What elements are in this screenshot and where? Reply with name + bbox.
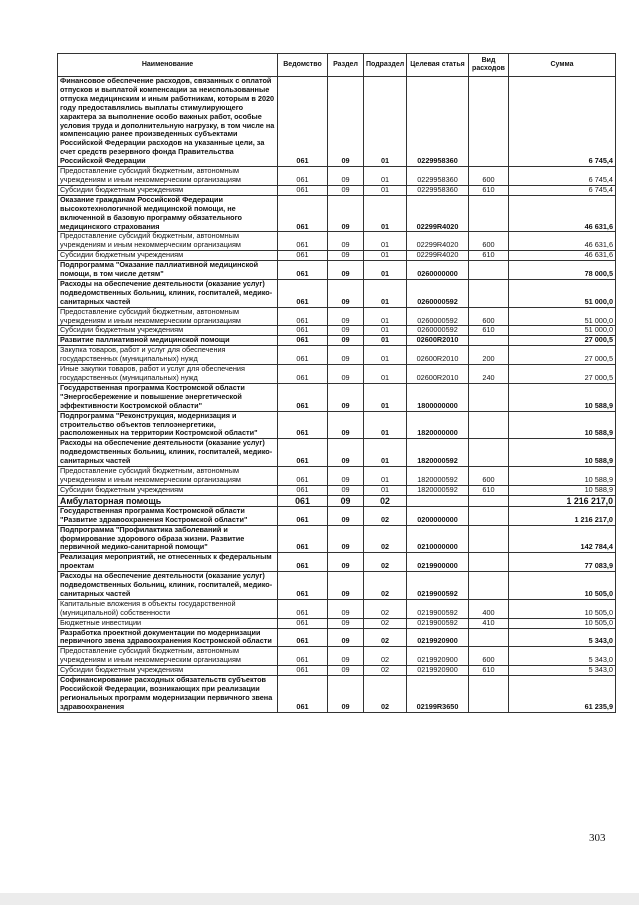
row-target-article: 0260000592 (407, 307, 469, 326)
row-department: 061 (278, 485, 328, 495)
row-expense-type: 240 (469, 365, 509, 384)
header-target-article: Целевая статья (407, 54, 469, 77)
row-target-article: 02600R2010 (407, 336, 469, 346)
row-name: Субсидии бюджетным учреждениям (58, 251, 278, 261)
table-row (58, 336, 616, 346)
row-department: 061 (278, 676, 328, 713)
row-department: 061 (278, 195, 328, 232)
row-subsection: 01 (364, 279, 407, 307)
table-body (58, 77, 616, 713)
row-section: 09 (328, 676, 364, 713)
row-expense-type: 410 (469, 618, 509, 628)
row-section: 09 (328, 553, 364, 572)
table-row (58, 599, 616, 618)
row-subsection: 01 (364, 185, 407, 195)
row-sum: 6 745,4 (509, 185, 616, 195)
row-subsection: 02 (364, 647, 407, 666)
row-name: Субсидии бюджетным учреждениям (58, 326, 278, 336)
row-section: 09 (328, 439, 364, 467)
row-expense-type: 600 (469, 467, 509, 486)
row-expense-type (469, 676, 509, 713)
row-subsection: 01 (364, 383, 407, 411)
row-target-article: 0219900592 (407, 618, 469, 628)
row-name: Иные закупки товаров, работ и услуг для обеспечения государственных (муниципальных) нужд (58, 365, 278, 384)
row-expense-type: 610 (469, 326, 509, 336)
row-expense-type (469, 495, 509, 506)
row-department: 061 (278, 506, 328, 525)
table-row (58, 618, 616, 628)
header-expense-type: Вид расходов (469, 54, 509, 77)
row-department: 061 (278, 185, 328, 195)
row-section: 09 (328, 365, 364, 384)
row-department: 061 (278, 279, 328, 307)
table-row (58, 261, 616, 280)
row-department: 061 (278, 77, 328, 167)
row-name: Разработка проектной документации по модернизации первичного звена здравоохранения Костромской области (58, 628, 278, 647)
row-target-article: 0260000592 (407, 326, 469, 336)
row-subsection: 01 (364, 251, 407, 261)
row-section: 09 (328, 185, 364, 195)
row-sum: 27 000,5 (509, 346, 616, 365)
budget-table (57, 53, 616, 713)
row-subsection: 01 (364, 336, 407, 346)
table-row (58, 495, 616, 506)
row-subsection: 02 (364, 676, 407, 713)
row-department: 061 (278, 307, 328, 326)
row-name: Расходы на обеспечение деятельности (оказание услуг) подведомственных больниц, клиник, госпиталей, медико-санитарных частей (58, 439, 278, 467)
row-section: 09 (328, 572, 364, 600)
row-sum: 6 745,4 (509, 167, 616, 186)
row-target-article: 02299R4020 (407, 195, 469, 232)
row-name: Субсидии бюджетным учреждениям (58, 666, 278, 676)
row-expense-type (469, 506, 509, 525)
row-expense-type: 600 (469, 307, 509, 326)
row-expense-type (469, 77, 509, 167)
row-expense-type (469, 439, 509, 467)
row-expense-type (469, 383, 509, 411)
row-expense-type: 600 (469, 647, 509, 666)
row-subsection: 01 (364, 346, 407, 365)
row-subsection: 01 (364, 485, 407, 495)
row-subsection: 01 (364, 439, 407, 467)
row-sum: 142 784,4 (509, 525, 616, 553)
row-target-article: 0229958360 (407, 77, 469, 167)
row-sum: 10 588,9 (509, 439, 616, 467)
row-section: 09 (328, 485, 364, 495)
row-department: 061 (278, 261, 328, 280)
table-header-row (58, 54, 616, 77)
row-section: 09 (328, 383, 364, 411)
row-target-article: 0210000000 (407, 525, 469, 553)
row-target-article: 0229958360 (407, 185, 469, 195)
table-row (58, 553, 616, 572)
row-target-article: 02199R3650 (407, 676, 469, 713)
row-name: Субсидии бюджетным учреждениям (58, 185, 278, 195)
row-expense-type: 600 (469, 167, 509, 186)
row-target-article: 02299R4020 (407, 232, 469, 251)
row-name: Софинансирование расходных обязательств субъектов Российской Федерации, возникающих при реализации региональных программ модернизации первичного звена здравоохранения (58, 676, 278, 713)
row-section: 09 (328, 467, 364, 486)
row-name: Финансовое обеспечение расходов, связанных с оплатой отпусков и выплатой компенсации за неиспользованные отпуска медицинским и иным работникам, которым в 2020 году предоставлялись выплаты стимулирующего характера за выполнение особо важных работ, особые условия труда и дополнительную нагрузку, в том числе на компенсацию ранее произведенных субъектами Российской Федерации расходов на указанные цели, за счет средств резервного фонда Правительства Российской Федерации (58, 77, 278, 167)
row-target-article: 0219920900 (407, 666, 469, 676)
row-section: 09 (328, 251, 364, 261)
row-subsection: 01 (364, 77, 407, 167)
table-row (58, 628, 616, 647)
row-sum: 46 631,6 (509, 251, 616, 261)
row-department: 061 (278, 439, 328, 467)
row-department: 061 (278, 383, 328, 411)
table-row (58, 326, 616, 336)
row-name: Расходы на обеспечение деятельности (оказание услуг) подведомственных больниц, клиник, госпиталей, медико-санитарных частей (58, 279, 278, 307)
row-subsection: 01 (364, 326, 407, 336)
row-sum: 61 235,9 (509, 676, 616, 713)
row-name: Бюджетные инвестиции (58, 618, 278, 628)
table-row (58, 666, 616, 676)
row-section: 09 (328, 525, 364, 553)
row-sum: 10 505,0 (509, 572, 616, 600)
row-sum: 1 216 217,0 (509, 506, 616, 525)
row-expense-type: 600 (469, 232, 509, 251)
row-department: 061 (278, 525, 328, 553)
row-department: 061 (278, 467, 328, 486)
row-section: 09 (328, 495, 364, 506)
row-section: 09 (328, 411, 364, 439)
row-subsection: 01 (364, 195, 407, 232)
row-sum: 5 343,0 (509, 666, 616, 676)
row-name: Реализация мероприятий, не отнесенных к федеральным проектам (58, 553, 278, 572)
row-section: 09 (328, 307, 364, 326)
row-sum: 51 000,0 (509, 307, 616, 326)
header-sum: Сумма (509, 54, 616, 77)
header-subsection: Подраздел (364, 54, 407, 77)
table-row (58, 439, 616, 467)
row-target-article: 0200000000 (407, 506, 469, 525)
row-section: 09 (328, 336, 364, 346)
table-row (58, 411, 616, 439)
row-subsection: 02 (364, 666, 407, 676)
row-name: Предоставление субсидий бюджетным, автономным учреждениям и иным некоммерческим организациям (58, 647, 278, 666)
row-target-article: 02600R2010 (407, 365, 469, 384)
table-row (58, 167, 616, 186)
row-sum: 5 343,0 (509, 647, 616, 666)
row-expense-type (469, 261, 509, 280)
row-section: 09 (328, 628, 364, 647)
row-subsection: 01 (364, 261, 407, 280)
row-target-article: 0219900592 (407, 599, 469, 618)
row-target-article (407, 495, 469, 506)
row-subsection: 02 (364, 599, 407, 618)
row-department: 061 (278, 336, 328, 346)
page-number: 303 (589, 832, 606, 844)
row-section: 09 (328, 77, 364, 167)
row-subsection: 01 (364, 167, 407, 186)
row-expense-type: 610 (469, 251, 509, 261)
row-target-article: 0229958360 (407, 167, 469, 186)
row-name: Государственная программа Костромской области "Развитие здравоохранения Костромской области" (58, 506, 278, 525)
row-name: Предоставление субсидий бюджетным, автономным учреждениям и иным некоммерческим организациям (58, 467, 278, 486)
row-section: 09 (328, 346, 364, 365)
bottom-band (0, 893, 639, 905)
row-expense-type: 200 (469, 346, 509, 365)
row-sum: 46 631,6 (509, 232, 616, 251)
row-department: 061 (278, 599, 328, 618)
row-section: 09 (328, 167, 364, 186)
row-sum: 51 000,0 (509, 279, 616, 307)
row-target-article: 0219900592 (407, 572, 469, 600)
row-expense-type (469, 336, 509, 346)
row-name: Предоставление субсидий бюджетным, автономным учреждениям и иным некоммерческим организациям (58, 307, 278, 326)
row-sum: 77 083,9 (509, 553, 616, 572)
row-sum: 6 745,4 (509, 77, 616, 167)
row-section: 09 (328, 666, 364, 676)
table-row (58, 676, 616, 713)
row-department: 061 (278, 346, 328, 365)
row-section: 09 (328, 599, 364, 618)
row-name: Капитальные вложения в объекты государственной (муниципальной) собственности (58, 599, 278, 618)
row-expense-type (469, 525, 509, 553)
row-section: 09 (328, 232, 364, 251)
row-department: 061 (278, 572, 328, 600)
table-row (58, 572, 616, 600)
row-department: 061 (278, 232, 328, 251)
table-row (58, 485, 616, 495)
row-section: 09 (328, 326, 364, 336)
row-subsection: 02 (364, 506, 407, 525)
row-expense-type (469, 628, 509, 647)
row-target-article: 1820000592 (407, 467, 469, 486)
row-sum: 27 000,5 (509, 365, 616, 384)
row-subsection: 02 (364, 495, 407, 506)
row-name: Субсидии бюджетным учреждениям (58, 485, 278, 495)
row-expense-type (469, 279, 509, 307)
table-row (58, 279, 616, 307)
row-target-article: 02600R2010 (407, 346, 469, 365)
row-department: 061 (278, 628, 328, 647)
row-department: 061 (278, 647, 328, 666)
row-expense-type (469, 553, 509, 572)
row-subsection: 01 (364, 232, 407, 251)
row-subsection: 01 (364, 467, 407, 486)
row-department: 061 (278, 411, 328, 439)
header-name: Наименование (58, 54, 278, 77)
row-name: Предоставление субсидий бюджетным, автономным учреждениям и иным некоммерческим организациям (58, 232, 278, 251)
row-sum: 10 588,9 (509, 411, 616, 439)
table-row (58, 383, 616, 411)
row-name: Закупка товаров, работ и услуг для обеспечения государственных (муниципальных) нужд (58, 346, 278, 365)
row-department: 061 (278, 618, 328, 628)
row-sum: 10 505,0 (509, 618, 616, 628)
row-subsection: 01 (364, 411, 407, 439)
row-name: Расходы на обеспечение деятельности (оказание услуг) подведомственных больниц, клиник, госпиталей, медико-санитарных частей (58, 572, 278, 600)
row-section: 09 (328, 618, 364, 628)
header-department: Ведомство (278, 54, 328, 77)
row-target-article: 0260000000 (407, 261, 469, 280)
row-subsection: 02 (364, 628, 407, 647)
table-row (58, 647, 616, 666)
table-row (58, 346, 616, 365)
row-department: 061 (278, 495, 328, 506)
row-sum: 10 588,9 (509, 485, 616, 495)
table-row (58, 251, 616, 261)
row-sum: 10 505,0 (509, 599, 616, 618)
row-sum: 46 631,6 (509, 195, 616, 232)
row-name: Подпрограмма "Реконструкция, модернизация и строительство объектов теплоэнергетики, расположенных на территории Костромской области" (58, 411, 278, 439)
table-row (58, 77, 616, 167)
row-subsection: 01 (364, 307, 407, 326)
row-section: 09 (328, 279, 364, 307)
row-section: 09 (328, 195, 364, 232)
row-expense-type: 610 (469, 185, 509, 195)
row-sum: 51 000,0 (509, 326, 616, 336)
table-row (58, 195, 616, 232)
row-department: 061 (278, 553, 328, 572)
table-row (58, 365, 616, 384)
row-subsection: 02 (364, 525, 407, 553)
row-sum: 1 216 217,0 (509, 495, 616, 506)
row-sum: 5 343,0 (509, 628, 616, 647)
table-row (58, 232, 616, 251)
table-row (58, 525, 616, 553)
row-name: Развитие паллиативной медицинской помощи (58, 336, 278, 346)
row-expense-type: 400 (469, 599, 509, 618)
row-subsection: 02 (364, 553, 407, 572)
row-target-article: 1820000000 (407, 411, 469, 439)
table-row (58, 467, 616, 486)
row-target-article: 1820000592 (407, 485, 469, 495)
row-target-article: 02299R4020 (407, 251, 469, 261)
row-name: Оказание гражданам Российской Федерации высокотехнологичной медицинской помощи, не включенной в базовую программу обязательного медицинского страхования (58, 195, 278, 232)
row-sum: 78 000,5 (509, 261, 616, 280)
row-name: Амбулаторная помощь (58, 495, 278, 506)
row-section: 09 (328, 647, 364, 666)
row-expense-type: 610 (469, 666, 509, 676)
row-subsection: 02 (364, 618, 407, 628)
row-section: 09 (328, 261, 364, 280)
row-department: 061 (278, 251, 328, 261)
row-section: 09 (328, 506, 364, 525)
table-row (58, 307, 616, 326)
row-department: 061 (278, 326, 328, 336)
row-target-article: 1820000592 (407, 439, 469, 467)
row-name: Подпрограмма "Профилактика заболеваний и формирование здорового образа жизни. Развитие первичной медико-санитарной помощи" (58, 525, 278, 553)
row-target-article: 0219900000 (407, 553, 469, 572)
row-sum: 10 588,9 (509, 467, 616, 486)
row-sum: 27 000,5 (509, 336, 616, 346)
table-row (58, 506, 616, 525)
row-expense-type (469, 195, 509, 232)
row-target-article: 0219920900 (407, 647, 469, 666)
row-name: Предоставление субсидий бюджетным, автономным учреждениям и иным некоммерческим организациям (58, 167, 278, 186)
row-department: 061 (278, 365, 328, 384)
row-expense-type: 610 (469, 485, 509, 495)
row-subsection: 02 (364, 572, 407, 600)
row-name: Подпрограмма "Оказание паллиативной медицинской помощи, в том числе детям" (58, 261, 278, 280)
row-target-article: 0219920900 (407, 628, 469, 647)
row-target-article: 0260000592 (407, 279, 469, 307)
row-target-article: 1800000000 (407, 383, 469, 411)
row-name: Государственная программа Костромской области "Энергосбережение и повышение энергетической эффективности Костромской области" (58, 383, 278, 411)
row-expense-type (469, 572, 509, 600)
row-department: 061 (278, 666, 328, 676)
table-row (58, 185, 616, 195)
row-sum: 10 588,9 (509, 383, 616, 411)
header-section: Раздел (328, 54, 364, 77)
row-department: 061 (278, 167, 328, 186)
row-subsection: 01 (364, 365, 407, 384)
row-expense-type (469, 411, 509, 439)
